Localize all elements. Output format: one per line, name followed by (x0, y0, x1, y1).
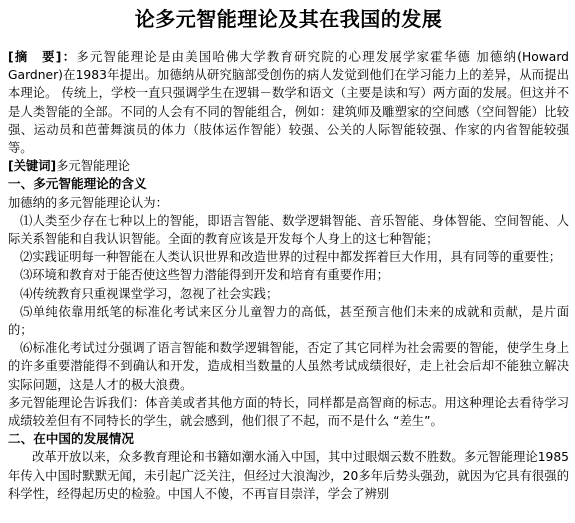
section1-item-4: ⑷传统教育只重视课堂学习，忽视了社会实践； (20, 286, 279, 301)
abstract-paragraph (8, 48, 569, 157)
document-body (8, 48, 569, 503)
abstract-text: 多元智能理论是由美国哈佛大学教育研究院的心理发展学家霍华德 加德纳(Howard Gardner)在1983年提出。加德纳从研究脑部受创伤的病人发觉到他们在学习能力上的差异，从而提出本理论。 传统上，学校一直只强调学生在逻辑－数学和语文（主要是读和写）两方面的发展。但这并不是人类智能的全部。不同的人会有不同的智能组合，例如：建筑师及雕塑家的空间感（空间智能）比较强、运动员和芭蕾舞演员的体力（肢体运作智能）较强、公关的人际智能较强、作家的内省智能较强等。 (8, 50, 569, 156)
section1-item-5: ⑸单纯依靠用纸笔的标准化考试来区分儿童智力的高低，甚至预言他们未来的成就和贡献，是片面的； (8, 304, 569, 338)
section1-item-1: ⑴人类至少存在七种以上的智能，即语言智能、数学逻辑智能、音乐智能、身体智能、空间智能、人际关系智能和自我认识智能。全面的教育应该是开发每个人身上的这七种智能； (8, 213, 569, 247)
section1-intro: 加德纳的多元智能理论认为： (8, 195, 168, 210)
abstract-label: [摘 要]： (8, 50, 77, 64)
section1-item-6: ⑹标准化考试过分强调了语言智能和数学逻辑智能，否定了其它同样为社会需要的智能，使学生身上的许多重要潜能得不到确认和开发，造成相当数量的人虽然考试成绩很好，走上社会后却不能独立解决实际问题，这是人才的极大浪费。 (8, 341, 569, 392)
section1-item-2: ⑵实践证明每一种智能在人类认识世界和改造世界的过程中都发挥着巨大作用，具有同等的重要性； (20, 250, 562, 265)
keywords-label: [关键词] (8, 159, 57, 174)
document-title: 论多元智能理论及其在我国的发展 (134, 7, 443, 31)
section1-item-3: ⑶环境和教育对于能否使这些智力潜能得到开发和培育有重要作用； (20, 268, 389, 283)
section2-heading: 二、在中国的发展情况 (8, 431, 134, 447)
keywords-paragraph (8, 157, 569, 175)
section1-closing: 多元智能理论告诉我们：体音美或者其他方面的特长，同样都是高智商的标志。用这种理论去看待学习成绩较差但有不同特长的学生，就会感到，他们很了不起，而不是什么 “差生”。 (8, 395, 569, 429)
section2-text: 改革开放以来，众多教育理论和书籍如潮水涌入中国，其中过眼烟云数不胜数。多元智能理论1985年传入中国时默默无闻，未引起广泛关注，但经过大浪淘沙，20多年后势头强劲，就因为它具有很强的科学性，经得起历史的检验。中国人不傻，不再盲目崇洋，学会了辨别 (8, 450, 569, 501)
section1-heading: 一、多元智能理论的含义 (8, 176, 147, 192)
keywords-text: 多元智能理论 (56, 159, 130, 174)
